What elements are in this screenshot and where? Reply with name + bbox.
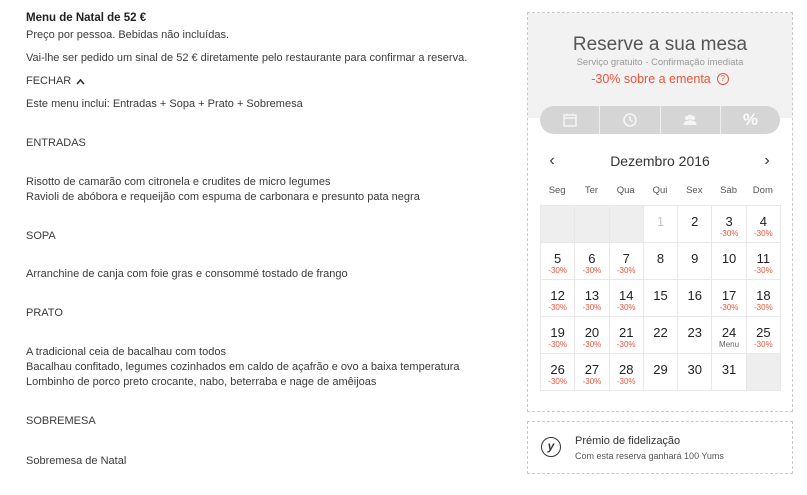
day-number: 1 [656,214,665,229]
day-number: 19 [550,325,565,340]
booking-title: Reserve a sua mesa [572,34,748,55]
percent-icon: % [742,110,758,129]
section-heading: ENTRADAS [26,137,86,149]
booking-header [528,13,792,118]
calendar-day[interactable] [541,243,575,280]
yums-logo-icon: y [541,437,561,457]
calendar-day[interactable] [678,243,712,280]
close-label: FECHAR [26,75,72,87]
day-number: 7 [622,251,630,266]
menu-item: Lombinho de porco preto crocante, nabo, beterraba e nage de amêijoas [26,376,377,388]
weekday-label: Sex [686,185,703,196]
discount-badge: -30% [754,303,773,312]
weekday-label: Sáb [720,185,737,196]
discount-badge: -30% [616,303,636,312]
day-number: 10 [721,251,737,266]
discount-offer [528,72,792,86]
calendar-day[interactable] [541,354,575,391]
calendar-day[interactable] [575,243,609,280]
calendar-day[interactable] [678,206,712,243]
section-heading: SOPA [26,230,56,242]
calendar-day[interactable] [712,243,746,280]
chevron-up-icon [76,78,85,85]
calendar-day[interactable] [610,317,644,354]
calendar-day[interactable] [678,280,712,317]
calendar-day[interactable] [575,354,609,391]
menu-item: Risotto de camarão com citronela e crudites de micro legumes [26,176,331,188]
day-number: 3 [725,214,733,229]
calendar-month: Dezembro 2016 [610,153,710,169]
calendar-day[interactable] [712,354,746,391]
calendar-empty-cell [610,206,644,243]
step-discount[interactable] [721,106,780,134]
weekday-label: Ter [584,185,599,196]
day-number: 23 [687,325,703,340]
day-number: 25 [756,325,771,340]
discount-badge: -30% [582,266,602,275]
calendar-day[interactable] [712,280,746,317]
day-number: 20 [584,325,600,340]
discount-badge: -30% [616,340,636,349]
people-icon [682,112,698,128]
calendar-day[interactable] [610,354,644,391]
menu-badge: Menu [719,340,740,349]
day-number: 16 [687,288,703,303]
chevron-right-icon[interactable]: › [764,152,770,169]
section-heading: PRATO [26,307,63,319]
day-number: 6 [588,251,596,266]
weekday-label: Dom [752,185,773,196]
day-number: 9 [691,251,699,266]
calendar-day[interactable] [712,317,746,354]
menu-item: Bacalhau confitado, legumes cozinhados em caldo de açafrão e ovo a baixa temperatura [26,361,460,373]
day-number: 31 [721,362,737,377]
discount-badge: -30% [616,266,636,275]
day-number: 17 [721,288,737,303]
discount-badge: -30% [754,340,773,349]
calendar-day[interactable] [644,354,678,391]
calendar-day[interactable] [644,243,678,280]
day-number: 18 [756,288,771,303]
day-number: 12 [550,288,565,303]
calendar-grid [540,205,781,391]
step-people[interactable] [661,106,721,134]
day-number: 4 [759,214,767,229]
calendar-day[interactable] [610,243,644,280]
discount-badge: -30% [582,377,602,386]
help-icon[interactable]: ? [717,73,729,85]
booking-panel [527,12,793,412]
day-number: 8 [656,251,665,266]
day-number: 24 [721,325,737,340]
clock-icon [622,112,638,128]
day-number: 5 [554,251,562,266]
day-number: 22 [653,325,668,340]
deposit-note: Vai-lhe ser pedido um sinal de 52 € diretamente pelo restaurante para confirmar a reserva. [26,52,468,64]
day-number: 28 [618,362,634,377]
discount-badge: -30% [719,229,739,238]
calendar-day[interactable] [610,280,644,317]
section-heading: SOBREMESA [26,415,96,427]
calendar-day[interactable] [747,206,781,243]
calendar-day[interactable] [678,317,712,354]
calendar-day[interactable] [541,317,575,354]
calendar-day[interactable] [747,243,781,280]
discount-badge: -30% [548,266,567,275]
step-time[interactable] [600,106,660,134]
calendar-empty-cell [575,206,609,243]
day-number: 27 [584,362,600,377]
discount-badge: -30% [616,377,636,386]
day-number: 30 [687,362,703,377]
menu-title: Menu de Natal de 52 € [26,12,147,24]
calendar-day[interactable] [644,280,678,317]
step-date[interactable] [540,106,600,134]
discount-badge: -30% [754,229,773,238]
day-number: 2 [691,214,699,229]
menu-item: Sobremesa de Natal [26,455,127,467]
menu-includes: Este menu inclui: Entradas + Sopa + Prato + Sobremesa [26,98,303,110]
calendar-day[interactable] [575,317,609,354]
weekday-label: Qui [652,185,668,196]
day-number: 26 [550,362,565,377]
day-number: 21 [618,325,634,340]
weekday-label: Seg [548,185,566,196]
booking-subtitle: Serviço gratuito - Confirmação imediata [576,57,744,68]
discount-badge: -30% [582,303,602,312]
loyalty-box [527,421,793,474]
discount-badge: -30% [548,303,567,312]
loyalty-title: Prémio de fidelização [575,435,681,447]
discount-badge: -30% [754,266,773,275]
calendar-empty-cell [747,354,781,391]
weekday-header [540,185,780,196]
day-number: 11 [756,251,771,266]
calendar-icon [562,112,578,128]
calendar-day [644,206,678,243]
calendar-empty-cell [541,206,575,243]
discount-badge: -30% [582,340,602,349]
booking-steps [540,106,780,134]
calendar-day[interactable] [747,280,781,317]
day-number: 14 [618,288,634,303]
calendar-day[interactable] [541,280,575,317]
discount-text: -30% sobre a ementa [591,72,711,86]
day-number: 13 [584,288,600,303]
calendar-day[interactable] [678,354,712,391]
day-number: 15 [653,288,668,303]
calendar-day[interactable] [575,280,609,317]
calendar-day[interactable] [644,317,678,354]
discount-badge: -30% [548,340,567,349]
day-number: 29 [653,362,668,377]
calendar-day[interactable] [712,206,746,243]
close-menu-button[interactable] [26,74,85,88]
menu-item: Arranchine de canja com foie gras e consommé tostado de frango [26,268,348,280]
discount-badge: -30% [548,377,567,386]
chevron-left-icon[interactable]: ‹ [549,152,555,169]
menu-item: A tradicional ceia de bacalhau com todos [26,346,226,358]
price-note: Preço por pessoa. Bebidas não incluídas. [26,29,230,41]
calendar-day[interactable] [747,317,781,354]
menu-item: Ravioli de abóbora e requeijão com espuma de carbonara e presunto pata negra [26,191,420,203]
loyalty-subtitle: Com esta reserva ganhará 100 Yums [575,451,724,461]
calendar-nav [528,152,792,172]
weekday-label: Qua [616,185,635,196]
discount-badge: -30% [719,303,739,312]
